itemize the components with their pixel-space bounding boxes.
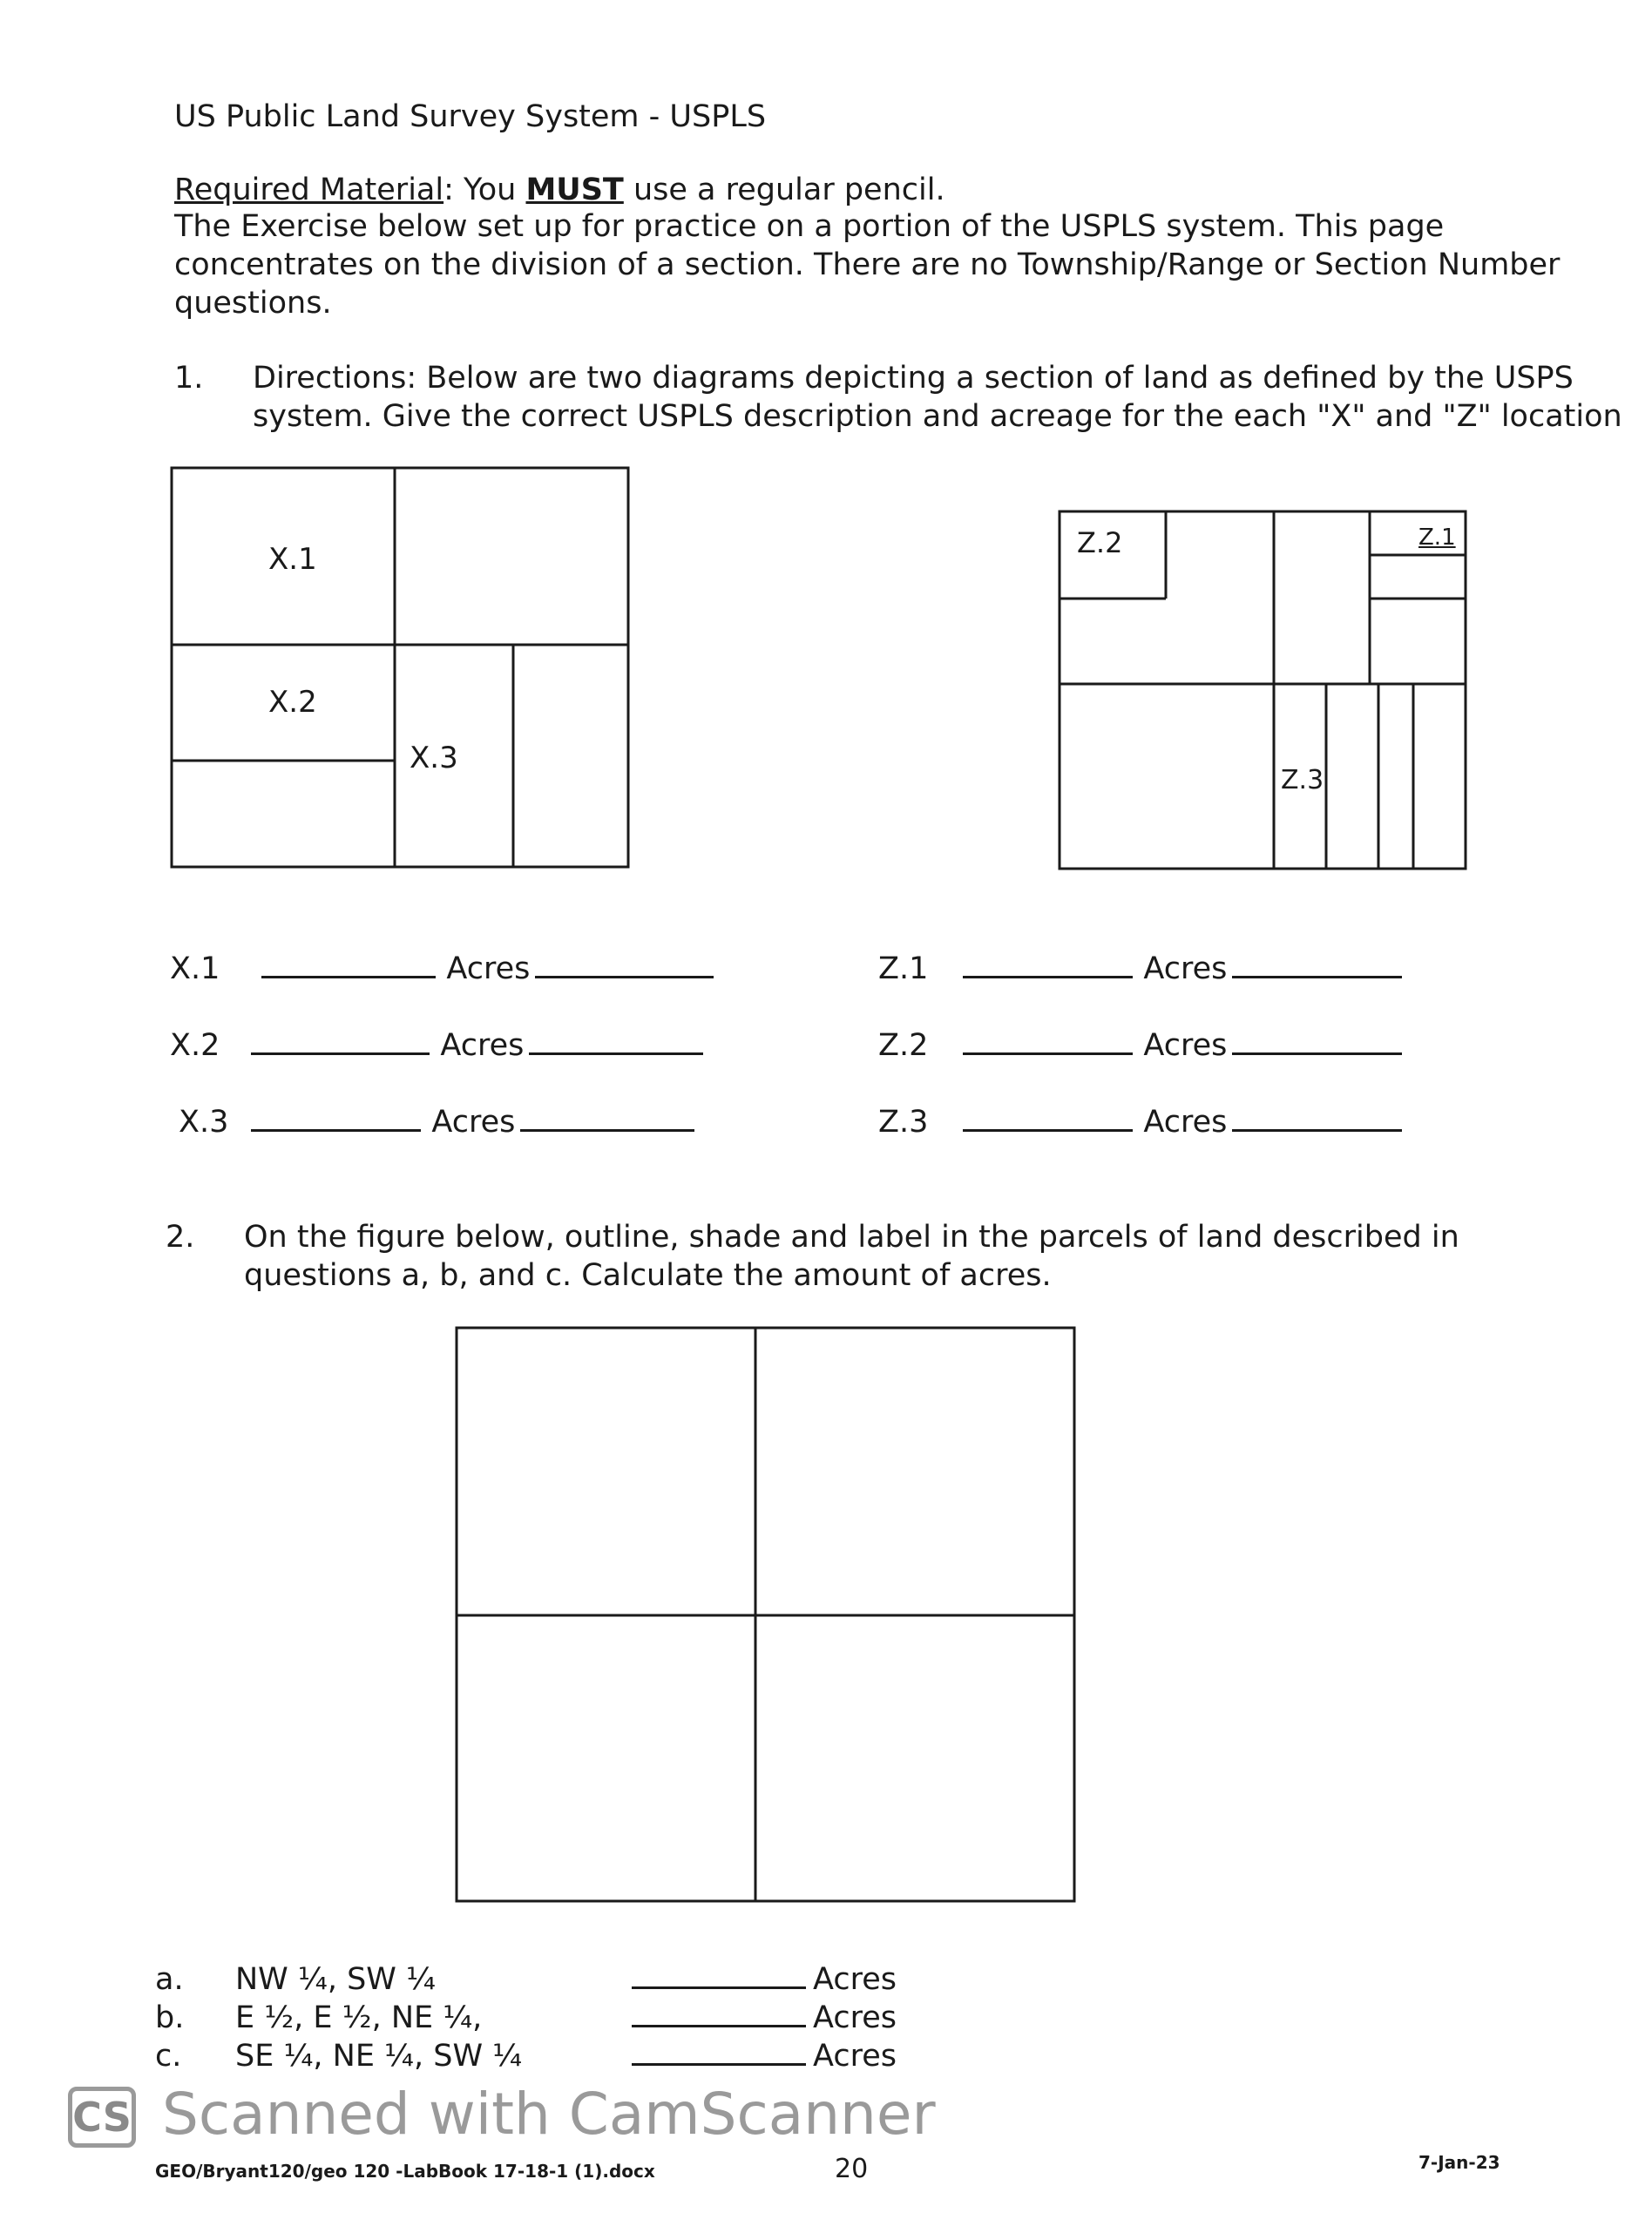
x2-description-blank[interactable] — [251, 1026, 430, 1055]
q2-item-c — [155, 2037, 897, 2075]
footer-file-path: GEO/Bryant120/geo 120 -LabBook 17-18-1 (1).docx — [155, 2161, 655, 2182]
x-section-diagram — [170, 466, 632, 871]
x2-answer-row — [170, 1026, 703, 1065]
q2-line-1: On the figure below, outline, shade and label in the parcels of land described in — [244, 1220, 1459, 1255]
x2-acres-label: Acres — [440, 1028, 525, 1063]
q2-item-b-text: E ½, E ½, NE ¼, — [235, 2000, 483, 2035]
z1-diagram-label: Z.1 — [1418, 524, 1456, 551]
z1-answer-row — [878, 950, 1402, 988]
z2-acres-label: Acres — [1143, 1028, 1228, 1063]
q2-item-b-acres: Acres — [813, 2000, 897, 2035]
z1-description-blank[interactable] — [963, 950, 1133, 978]
x1-answer-label: X.1 — [170, 951, 220, 986]
q2-item-b-blank[interactable] — [632, 1999, 806, 2027]
x-section-outline — [172, 468, 628, 867]
q2-item-a-letter: a. — [155, 1962, 184, 1997]
q2-item-b — [155, 1999, 897, 2037]
q2-item-a-text: NW ¼, SW ¼ — [235, 1962, 436, 1997]
z3-acres-blank[interactable] — [1232, 1103, 1402, 1132]
x1-diagram-label: X.1 — [268, 542, 317, 577]
required-material-line — [174, 171, 945, 209]
q2-item-b-letter: b. — [155, 2000, 185, 2035]
q1-number: 1. — [174, 361, 204, 396]
z2-acres-blank[interactable] — [1232, 1026, 1402, 1055]
q2-item-a-blank[interactable] — [632, 1960, 806, 1989]
x3-acres-blank[interactable] — [520, 1103, 694, 1132]
q2-item-c-blank[interactable] — [632, 2037, 806, 2066]
z1-acres-label: Acres — [1143, 951, 1228, 986]
z2-answer-row — [878, 1026, 1402, 1065]
x1-acres-blank[interactable] — [535, 950, 714, 978]
z-section-outline — [1060, 511, 1466, 869]
x1-answer-row — [170, 950, 714, 988]
z2-answer-label: Z.2 — [878, 1028, 929, 1063]
q2-item-c-letter: c. — [155, 2039, 182, 2074]
x1-description-blank[interactable] — [261, 950, 436, 978]
x3-description-blank[interactable] — [251, 1103, 421, 1132]
q2-line-2: questions a, b, and c. Calculate the amount of acres. — [244, 1258, 1052, 1293]
x2-diagram-label: X.2 — [268, 685, 317, 720]
z3-description-blank[interactable] — [963, 1103, 1133, 1132]
z1-answer-label: Z.1 — [878, 951, 929, 986]
q2-item-c-acres: Acres — [813, 2039, 897, 2074]
z3-answer-label: Z.3 — [878, 1105, 929, 1140]
q1-directions-line-1: Directions: Below are two diagrams depicting a section of land as defined by the USPS — [253, 361, 1574, 396]
z2-diagram-label: Z.2 — [1077, 526, 1123, 559]
x2-acres-blank[interactable] — [529, 1026, 703, 1055]
q2-section-grid[interactable] — [455, 1326, 1078, 1905]
required-prefix: : You — [443, 173, 526, 207]
x3-answer-row — [179, 1103, 694, 1141]
required-suffix: use a regular pencil. — [623, 173, 945, 207]
q2-item-a-acres: Acres — [813, 1962, 897, 1997]
page-title: US Public Land Survey System - USPLS — [174, 99, 767, 134]
q2-item-a — [155, 1960, 897, 1999]
q2-number: 2. — [166, 1220, 195, 1255]
z-section-diagram — [1058, 510, 1467, 871]
x1-acres-label: Acres — [446, 951, 531, 986]
z3-answer-row — [878, 1103, 1402, 1141]
required-material-label: Required Material — [174, 173, 444, 207]
q1-directions-line-2: system. Give the correct USPLS description and acreage for the each "X" and "Z" location — [253, 399, 1622, 434]
camscanner-logo: CS — [68, 2087, 136, 2148]
x3-answer-label: X.3 — [179, 1105, 229, 1140]
intro-line-2: The Exercise below set up for practice on a portion of the USPLS system. This page — [174, 209, 1445, 244]
intro-line-4: questions. — [174, 286, 332, 321]
x3-acres-label: Acres — [431, 1105, 516, 1140]
camscanner-watermark-text: Scanned with CamScanner — [162, 2081, 936, 2148]
x2-answer-label: X.2 — [170, 1028, 220, 1063]
z3-acres-label: Acres — [1143, 1105, 1228, 1140]
q2-item-c-text: SE ¼, NE ¼, SW ¼ — [235, 2039, 523, 2074]
z2-description-blank[interactable] — [963, 1026, 1133, 1055]
intro-line-3: concentrates on the division of a section. There are no Township/Range or Section Number — [174, 247, 1561, 282]
z1-acres-blank[interactable] — [1232, 950, 1402, 978]
footer-page-number: 20 — [835, 2154, 869, 2184]
must-emphasis: MUST — [525, 173, 624, 207]
footer-date: 7-Jan-23 — [1418, 2152, 1500, 2173]
z3-diagram-label: Z.3 — [1281, 765, 1324, 795]
x3-diagram-label: X.3 — [410, 741, 458, 775]
